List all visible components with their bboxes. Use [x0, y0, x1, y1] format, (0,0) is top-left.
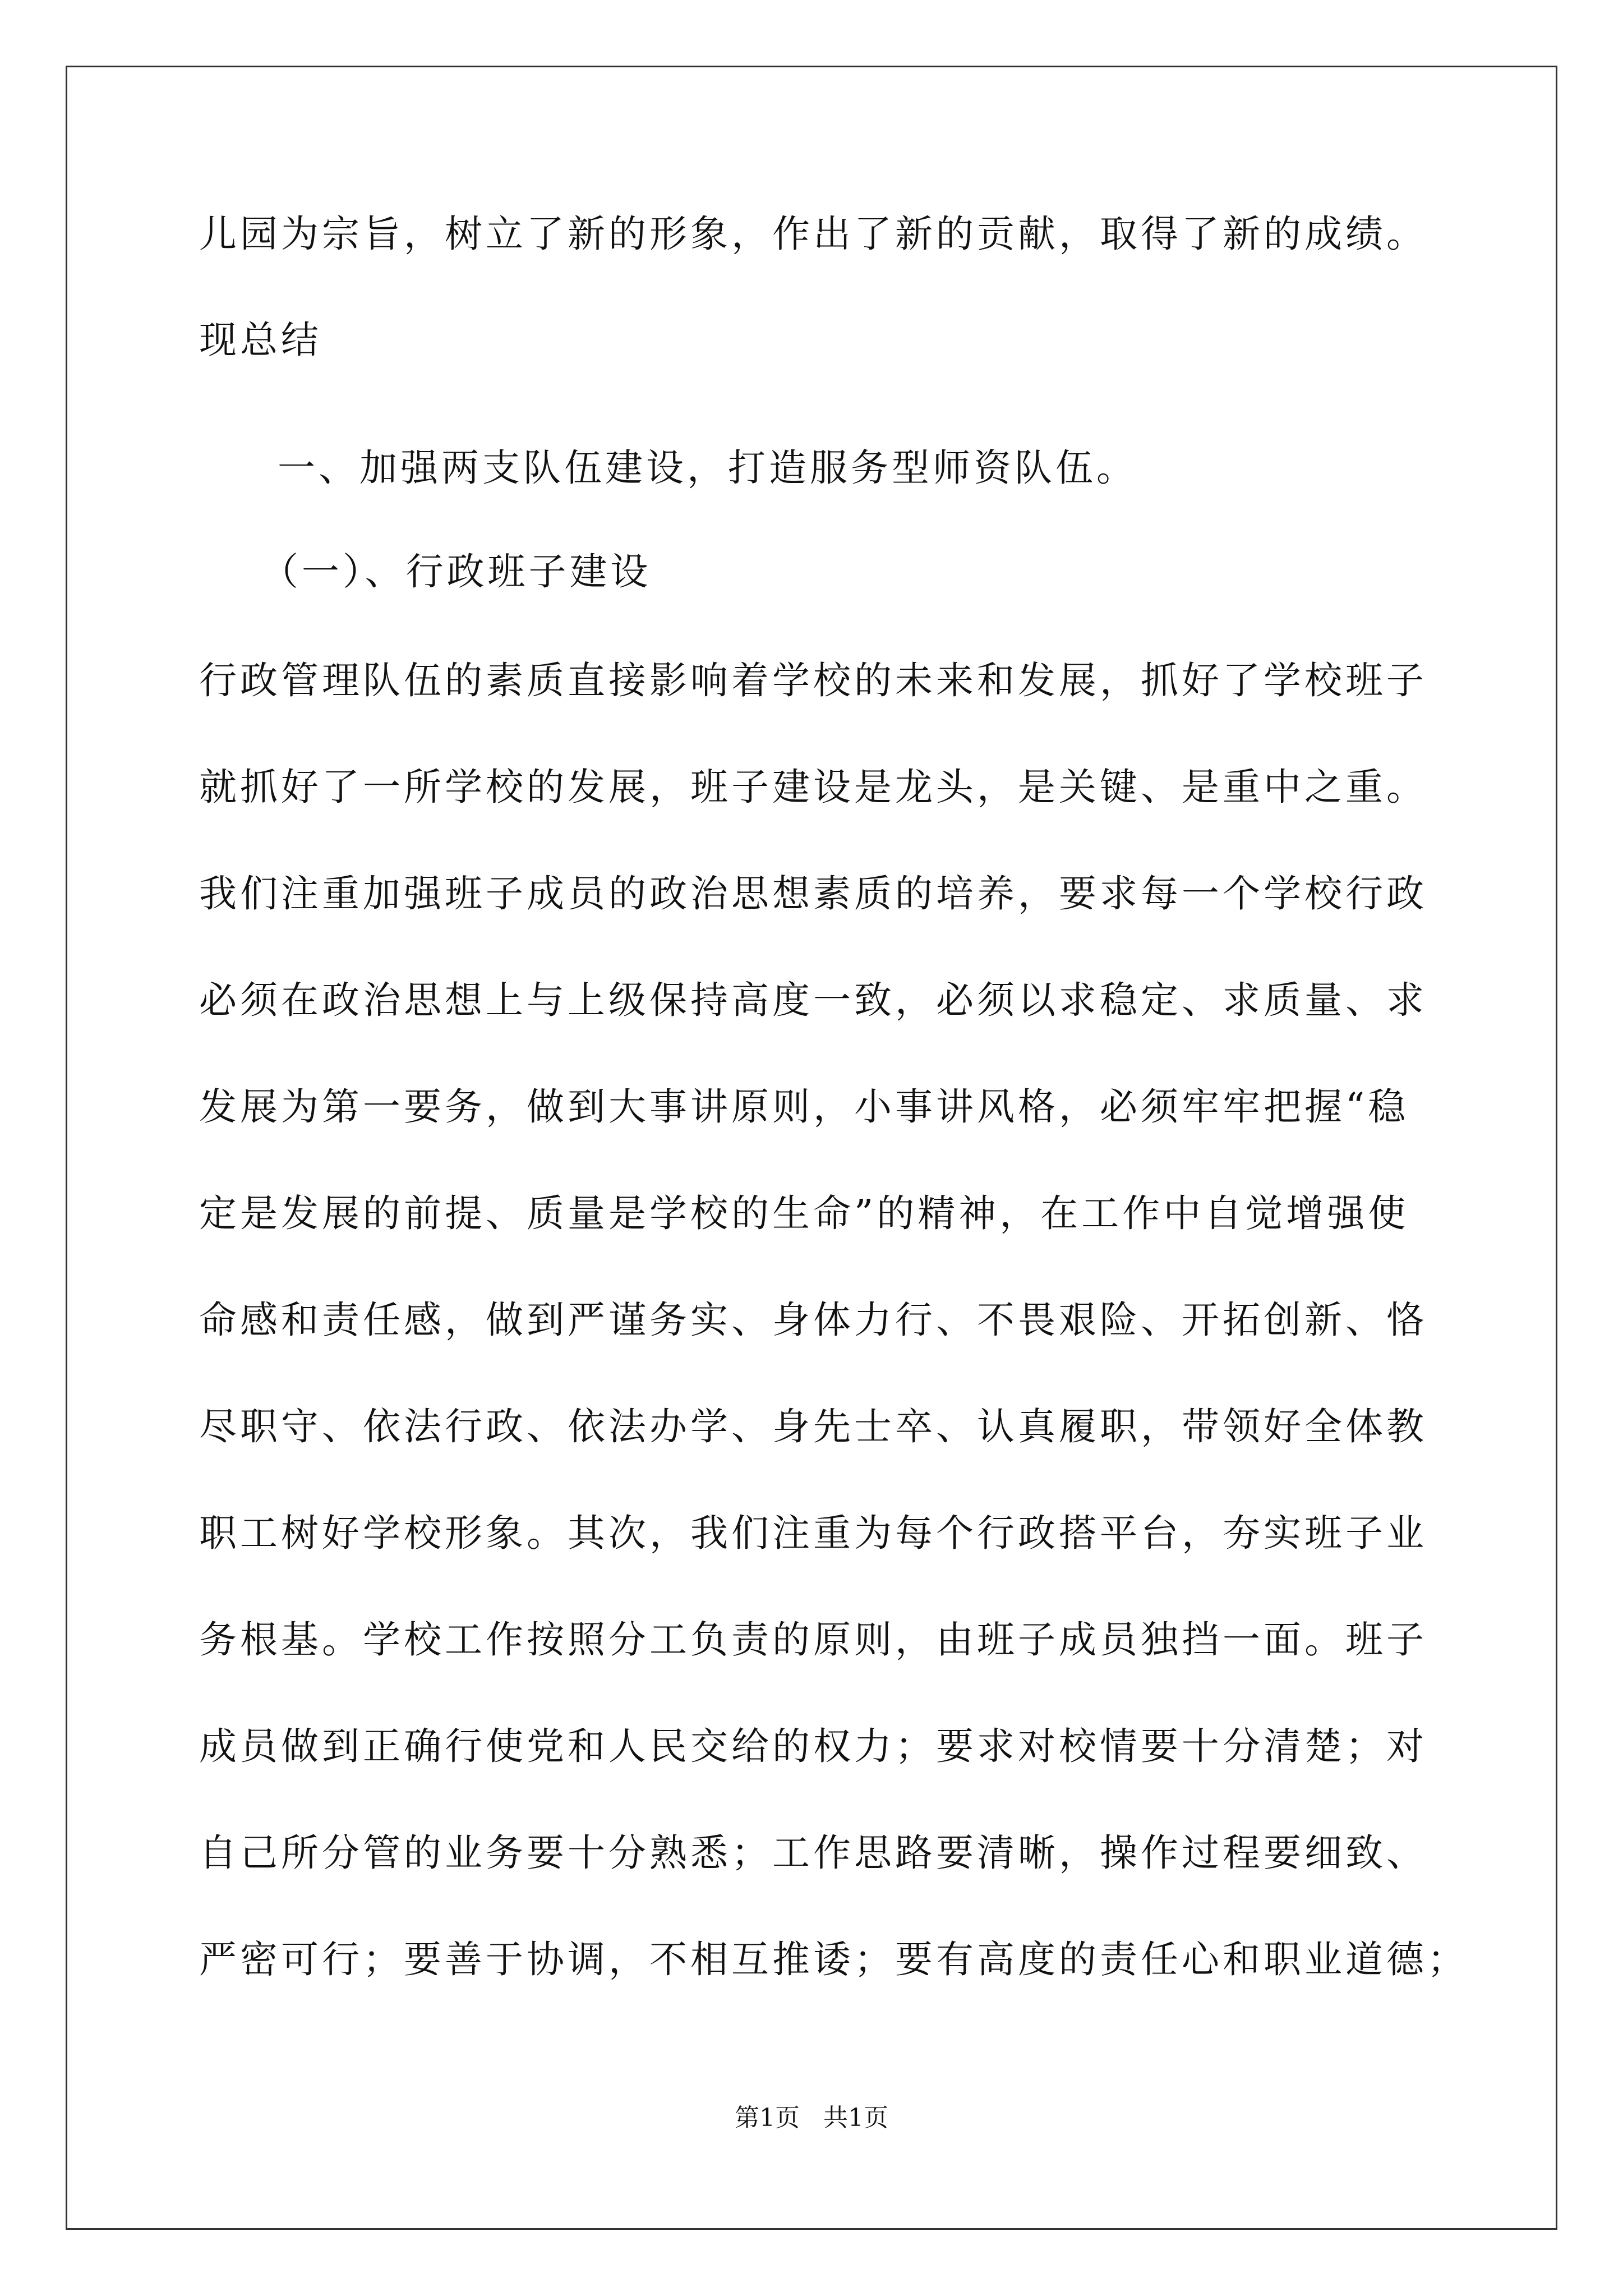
- text-line: 职工树好学校形象。其次，我们注重为每个行政搭平台，夯实班子业: [199, 1511, 1427, 1555]
- text-line: 必须在政治思想上与上级保持高度一致，必须以求稳定、求质量、求: [199, 978, 1427, 1022]
- section-heading: 一、加强两支队伍建设，打造服务型师资队伍。: [278, 446, 1137, 490]
- text-line: 自己所分管的业务要十分熟悉；工作思路要清晰，操作过程要细致、: [199, 1831, 1427, 1875]
- text-line: 命感和责任感，做到严谨务实、身体力行、不畏艰险、开拓创新、恪: [199, 1298, 1427, 1342]
- page-border: [66, 66, 1557, 2230]
- text-line: 现总结: [199, 318, 322, 362]
- text-line: 严密可行；要善于协调，不相互推诿；要有高度的责任心和职业道德；: [199, 1938, 1468, 1981]
- subsection-heading: （一）、行政班子建设: [261, 550, 652, 593]
- text-line: 尽职守、依法行政、依法办学、身先士卒、认真履职，带领好全体教: [199, 1405, 1427, 1448]
- text-line: 我们注重加强班子成员的政治思想素质的培养，要求每一个学校行政: [199, 872, 1427, 915]
- text-line: 成员做到正确行使党和人民交给的权力；要求对校情要十分清楚；对: [199, 1724, 1427, 1768]
- text-line: 务根基。学校工作按照分工负责的原则，由班子成员独挡一面。班子: [199, 1618, 1427, 1662]
- text-line: 儿园为宗旨，树立了新的形象，作出了新的贡献，取得了新的成绩。: [199, 212, 1427, 256]
- page-number-footer: 第1页 共1页: [735, 2104, 888, 2132]
- text-line: 发展为第一要务，做到大事讲原则，小事讲风格，必须牢牢把握“稳: [199, 1085, 1409, 1129]
- text-line: 定是发展的前提、质量是学校的生命”的精神，在工作中自觉增强使: [199, 1191, 1409, 1235]
- text-line: 就抓好了一所学校的发展，班子建设是龙头，是关键、是重中之重。: [199, 765, 1427, 809]
- text-line: 行政管理队伍的素质直接影响着学校的未来和发展，抓好了学校班子: [199, 659, 1427, 702]
